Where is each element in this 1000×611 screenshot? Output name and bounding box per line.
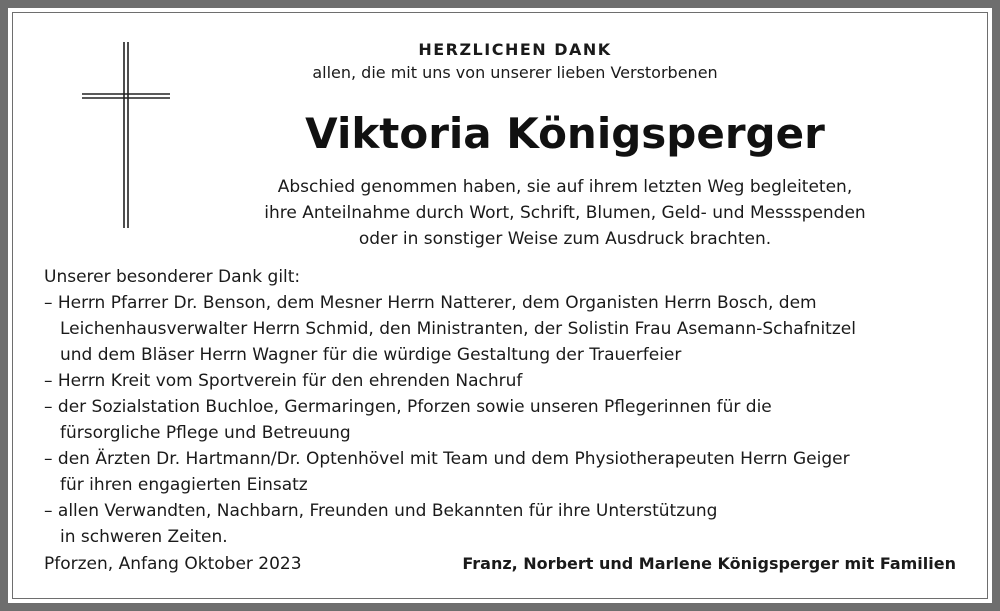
thanks-heading: Unserer besonderer Dank gilt: (44, 267, 301, 287)
thanks-line: – allen Verwandten, Nachbarn, Freunden und Bekannten für ihre Unterstützung (44, 501, 718, 521)
intro-line: oder in sonstiger Weise zum Ausdruck brachten. (358, 229, 772, 249)
notice-heading: HERZLICHEN DANK (418, 40, 612, 59)
thanks-line: – Herrn Kreit vom Sportverein für den ehrenden Nachruf (44, 371, 523, 391)
thanks-line: in schweren Zeiten. (60, 527, 228, 547)
notice-subheading: allen, die mit uns von unserer lieben Verstorbenen (312, 63, 718, 82)
intro-text (180, 174, 950, 252)
thanks-line: – den Ärzten Dr. Hartmann/Dr. Optenhövel mit Team und dem Physiotherapeuten Herrn Geiger (44, 449, 850, 469)
thanks-line: – Herrn Pfarrer Dr. Benson, dem Mesner Herrn Natterer, dem Organisten Herrn Bosch, dem (44, 293, 817, 313)
place-date: Pforzen, Anfang Oktober 2023 (44, 554, 302, 574)
thanks-section (44, 264, 974, 550)
thanks-line: für ihren engagierten Einsatz (60, 475, 308, 495)
signature: Franz, Norbert und Marlene Königsperger mit Familien (462, 554, 956, 573)
thanks-line: und dem Bläser Herrn Wagner für die würdige Gestaltung der Trauerfeier (60, 345, 682, 365)
deceased-name: Viktoria Königsperger (305, 109, 825, 158)
thanks-line: – der Sozialstation Buchloe, Germaringen, Pforzen sowie unseren Pflegerinnen für die (44, 397, 772, 417)
intro-line: ihre Anteilnahme durch Wort, Schrift, Blumen, Geld- und Messspenden (264, 203, 866, 223)
thanks-line: fürsorgliche Pflege und Betreuung (60, 423, 351, 443)
intro-line: Abschied genommen haben, sie auf ihrem letzten Weg begleiteten, (277, 177, 853, 197)
cross-icon (80, 40, 172, 230)
thanks-line: Leichenhausverwalter Herrn Schmid, den Ministranten, der Solistin Frau Asemann-Schafnitzel (60, 319, 856, 339)
